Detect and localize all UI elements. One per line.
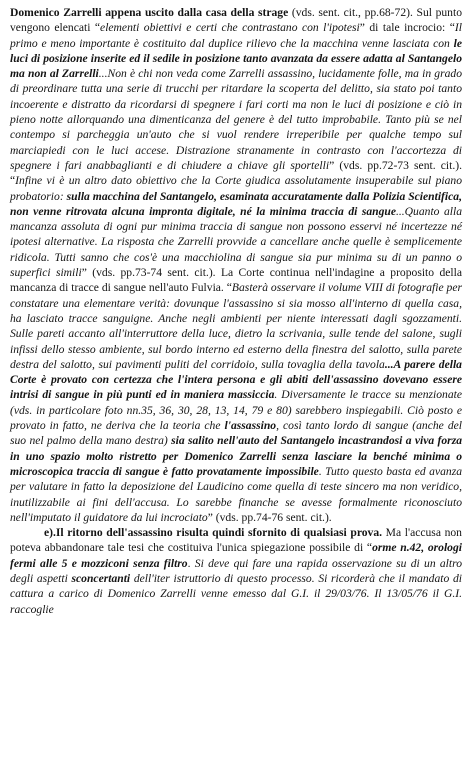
- text-run: ...A parere della Corte è provato con certezza che l'intera persona e gli abiti dell'assassino dovevano essere intrisi di sangue in più punti ed in maniera massiccia: [10, 357, 462, 402]
- text-run: ” (vds. pp.72-73 sent. cit.). “: [10, 158, 463, 188]
- text-run: Basterà osservare il volume VIII di fotografie per constatare una elementare verità: dovunque l'assassino si sia mosso all'interno di quella casa, ha lasciato tracce sanguigne. Anche negli ambienti per niente interessati dagli sgozzamenti. Sulle pareti accanto all'interruttore della luce, dietro la scrivania, sulle tende del salone, sugli infissi dello stesso ambiente, sul bordo interno ed esterno della finestra del salotto, sulla parete destra del salotto, sui pavimenti puliti del corridoio, sulla tovaglia della tavola: [10, 281, 462, 371]
- text-run: l'assassino: [224, 419, 277, 433]
- text-run: sulla macchina del Santangelo, esaminata accuratamente dalla Polizia Scientifica, non venne ritrovata alcuna impronta digitale, né la minima traccia di sangue: [10, 189, 462, 218]
- text-run: Si deve qui fare una rapida osservazione su di un altro degli aspetti: [10, 556, 462, 585]
- text-run: orme n.42, orologi fermi alle 5 e mozziconi senza filtro: [10, 541, 462, 570]
- text-run: le luci di posizione inserite ed il sedile in posizione tanto avanzata da essere adatta al Santangelo ma non al Zarrelli: [10, 36, 462, 81]
- text-run: .: [187, 556, 195, 570]
- text-run: dell'iter istruttorio di questo processo. Si ricorderà che il mandato di cattura a carico di Domenico Zarrelli venne emesso dal G.I. il 29/03/76. Il 13/05/76 il G.I. raccoglie: [10, 571, 462, 616]
- text-run: Domenico Zarrelli appena uscito dalla casa della strage: [10, 6, 289, 19]
- text-run: (vds. sent. cit., pp.68-72). Sul punto vengono elencati “: [10, 6, 462, 35]
- text-run: ” (vds. pp.73-74 sent. cit.). La Corte continua nell'indagine a proposito della mancanza di tracce di sangue nell'auto Fulvia. “: [10, 266, 462, 295]
- text-run: Il primo e meno importante è costituito dal duplice rilievo che la macchina venne lasciata con: [10, 21, 462, 50]
- text-run: . Tutto questo basta ed avanza per valutare in fatto la deposizione del Laudicino come quella di teste sincero ma non veridico, inutilizzabile ai fini dell'accusa. Lo sarebbe finanche se avesse formalmente riconosciuto nell'imputato il guidatore da lui incrociato: [10, 464, 463, 524]
- text-run: , così tanto lordo di sangue (anche del suo nel palmo della mano destra): [10, 419, 462, 448]
- text-run: e).Il ritorno dell'assassino risulta quindi sfornito di qualsiasi prova.: [44, 526, 383, 540]
- paragraph-sentence-analysis: [10, 5, 462, 525]
- text-run: ...Non è chi non veda come Zarrelli assassino, lucidamente folle, ma in grado di preordinare tutta una serie di trucchi per ritardare la scoperta del delitto, sia stato poi tanto incoerente e distratto da ricordarsi di spegnere i fari corti ma non le luci di posizione e ciò in pieno notte allorquando una dimenticanza del genere è del tutto improbabile. Tanto più se nel contempo si parcheggia un'auto che si vuol rendere irreperibile per qualche tempo sul marciapiedi con le luci accese. Distrazione stranamente in contrasto con l'accortezza di spegnere i fari anabbaglianti e di chiudere a chiave gli sportelli: [10, 67, 462, 172]
- text-run: ” (vds. pp.74-76 sent. cit.).: [207, 510, 332, 524]
- text-run: elementi obiettivi e certi che contrastano con l'ipotesi: [100, 21, 360, 35]
- text-run: sia salito nell'auto del Santangelo incastrandosi a viva forza in uno spazio molto ristretto per Domenico Zarrelli senza lasciare la benché minima o microscopica traccia di sangue è fatto provatamente impossibile: [10, 434, 462, 478]
- text-run: Infine vi è un altro dato obiettivo che la Corte giudica assolutamente insuperabile sul piano probatorio:: [10, 174, 462, 203]
- text-run: . Diversamente le tracce su menzionate (vds. in particolare foto nn.35, 36, 30, 28, 13, 14, 79 e 80) sarebbero inspiegabili. Ciò posto e provato in fatto, ne deriva che la teoria che: [10, 388, 462, 433]
- text-run: ...Quanto alla mancanza assoluta di ogni pur minima traccia di sangue non possono esservi né incertezze né ipotesi alternative. La risposta che Zarrelli provvide a cancellare anche quelle è semplicemente ridicola. Tutti sanno che cos'è una macchiolina di sangue sia pur minima su di un panno o superfici simili: [10, 204, 462, 280]
- text-run: ” di tale incrocio: “: [359, 21, 455, 35]
- text-run: Ma l'accusa non poteva abbandonare tale tesi che costituiva l'unica spiegazione possibile di “: [10, 526, 462, 555]
- paragraph-return-of-assassin: [10, 525, 462, 617]
- text-run: sconcertanti: [71, 571, 131, 585]
